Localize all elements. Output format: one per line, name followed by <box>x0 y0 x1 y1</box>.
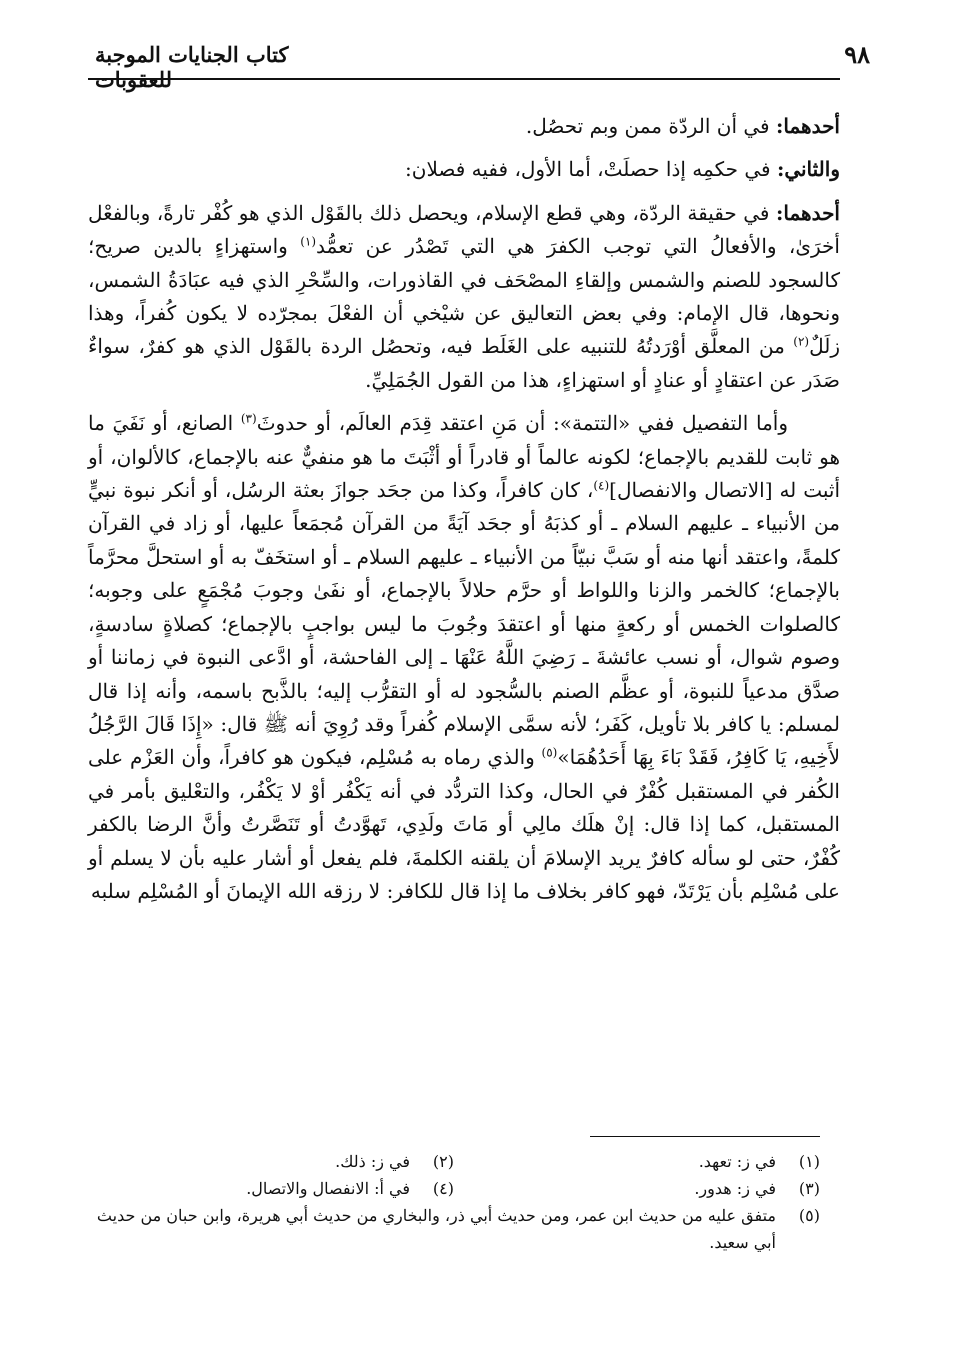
footnote-row <box>88 1148 820 1175</box>
footnote-text: في أ: الانفصال والاتصال. <box>246 1179 410 1198</box>
paragraph-lead: أحدهما: <box>775 200 840 225</box>
paragraph-text: من المعلَّق أوْرَدتُهُ للتنبيه على الغَلَط فيه، وتحصُل الردة بالقَوْل الذي هو كفرٌ، سواءٌ صَدَر عن اعتقادٍ أو عنادٍ أو استهزاءٍ، هذا من القول الجُمَلِيِّ. <box>88 334 840 392</box>
footnote-text: متفق عليه من حديث ابن عمر، ومن حديث أبي ذر، والبخاري من حديث أبي هريرة، وابن حبان من حديث أبي سعيد. <box>96 1206 776 1252</box>
footnote-5 <box>88 1202 820 1256</box>
paragraph-text: في حكمِه إذا حصلَتْ، أما الأول، ففيه فصلان: <box>405 157 777 182</box>
footnote-number: (٣) <box>798 1179 820 1198</box>
footnote-2 <box>88 1148 454 1175</box>
footnote-4 <box>88 1175 454 1202</box>
footnotes <box>88 1148 820 1256</box>
paragraph-lead: والثاني: <box>776 157 840 182</box>
footnote-row <box>88 1175 820 1202</box>
paragraph-text: ، كان كافراً، وكذا من جحَد جوازَ بعثة الرسُل، أو أنكر نبوة نبيٍّ من الأنبياء ـ عليهم السلام ـ أو كذبَهُ أو جحَد آيَةً من القرآن مُجمَعاً عليها، أو زاد في القرآن كلمةً، واعتقد أنها منه أو سَبَّ نبيّاً من الأنبياء ـ عليهم السلام ـ أو استخَفّ به أو استحلَّ محرَّماً بالإجماع؛ كالخمر والزنا واللواط أو حرَّم حلالاً بالإجماع، أو نفَىٰ وجوبَ مُجْمَعٍ على وجوبه؛ كالصلوات الخمس أو ركعةٍ منها أو اعتقدَ وجُوبَ ما ليس بواجبٍ بالإجماع؛ كصلاةٍ سادسةٍ، وصوم شوال، أو نسب عائشةَ ـ رَضِيَ اللَّهُ عَنْهَا ـ إلى الفاحشة، أو ادَّعى النبوة في زماننا أو صدَّق مدعياً للنبوة، أو عظَّم الصنم بالسُّجود له أو التقرُّب إليه؛ بالذَّبح باسمه، وأنه إذا قال لمسلم: يا كافر بلا تأويل، كَفَر؛ لأنه سمَّى الإسلام كُفراً وقد رُوِيَ أنه ﷺ قال: «إِذَا قَالَ الرَّجُلُ لأَخِيهِ، يَا كَافِرُ، فَقَدْ بَاءَ بِهَا أَحَدُهُمَا» <box>88 478 840 770</box>
paragraph-lead: أحدهما: <box>775 114 840 138</box>
footnote-rule <box>590 1136 820 1137</box>
footnote-number: (١) <box>798 1152 820 1171</box>
footnote-text: في ز: هدور. <box>694 1179 776 1198</box>
paragraph-text: في حقيقة الردّة، وهي قطع الإسلام، ويحصل ذلك بالقَوْل الذي هو كُفْر تارةً، وبالفعْل أخرَىٰ، والأفعالُ التي توجب الكفرَ هي التي تَصْدُر عن تعمُّد <box>88 200 840 259</box>
footnote-ref-1: (١) <box>300 234 317 249</box>
footnote-ref-3: (٣) <box>240 411 257 426</box>
footnote-ref-2: (٢) <box>793 334 810 349</box>
footnote-1 <box>454 1148 820 1175</box>
paragraph-1 <box>88 110 840 143</box>
page-number: ٩٨ <box>844 40 870 69</box>
paragraph-3 <box>88 197 840 397</box>
header-rule <box>88 78 840 80</box>
paragraph-text: واستهزاءٍ بالدين صريح؛ كالسجود للصنم والشمس وإلقاءِ المصْحَف في القاذورات، والسِّحْرِ الذي فيه عبَادَةُ الشمس، ونحوها، قال الإمام: وفي بعض التعاليق عن شيْخي أن الفعْلَ بمجرّده لا يكون كُفراً، وهذا زلَلٌ <box>88 234 840 359</box>
footnote-text: في ز: تعهد. <box>698 1152 776 1171</box>
paragraph-text: في أن الردّة ممن وبم تحصُل. <box>525 114 776 138</box>
running-title: كتاب الجنايات الموجبة للعقوبات <box>95 42 289 92</box>
paragraph-text: والذي رماه به مُسْلِم، فيكون هو كافراً، وأن العَزْم على الكُفر في المستقبل كُفْرٌ في الحال، وكذا التردُّد في أنه يَكْفُر أوْ لا يَكْفُر، والتعْليق بأمر في المستقبل، كما إذا قال: إنْ هلَك مالِي أو مَاتَ ولَدِي، تَهوَّدتُ أو تَنَصَّرتُ وأنَّ الرضا بالكفر كُفْرٌ، حتى لو سأله كافرٌ يريد الإسلامَ أن يلقنه الكلمةَ، فلم يفعل أو أشار عليه بأن لا يسلم أو على مُسْلِم بأن يَرْتَدّ، فهو كافر بخلاف ما إذا قال للكافر: لا رزقه الله الإيمانَ أو المُسْلِم سلبه <box>88 745 840 903</box>
footnote-number: (٥) <box>798 1206 820 1225</box>
footnote-3 <box>454 1175 820 1202</box>
paragraph-4 <box>88 407 840 908</box>
paragraph-text: وأما التفصيل ففي «التتمة»: أن مَنِ اعتقد قِدَم العالَم، أو حدوثَ <box>256 411 788 436</box>
footnote-number: (٤) <box>432 1179 454 1198</box>
footnote-ref-5: (٥) <box>541 745 558 760</box>
footnote-ref-4: (٤) <box>593 478 610 493</box>
body-text <box>88 110 840 908</box>
footnote-text: في ز: ذلك. <box>335 1152 410 1171</box>
footnote-number: (٢) <box>432 1152 454 1171</box>
paragraph-2 <box>88 153 840 186</box>
paragraph-text: الصانع، أو نَفَيَ ما هو ثابت للقديم بالإجماع؛ لكونه عالماً أو قادراً أو أثْبَتَ ما هو منفيٌّ عنه بالإجماع، كالألوان، أو أثبت له [الاتصال والانفصال] <box>88 411 841 503</box>
